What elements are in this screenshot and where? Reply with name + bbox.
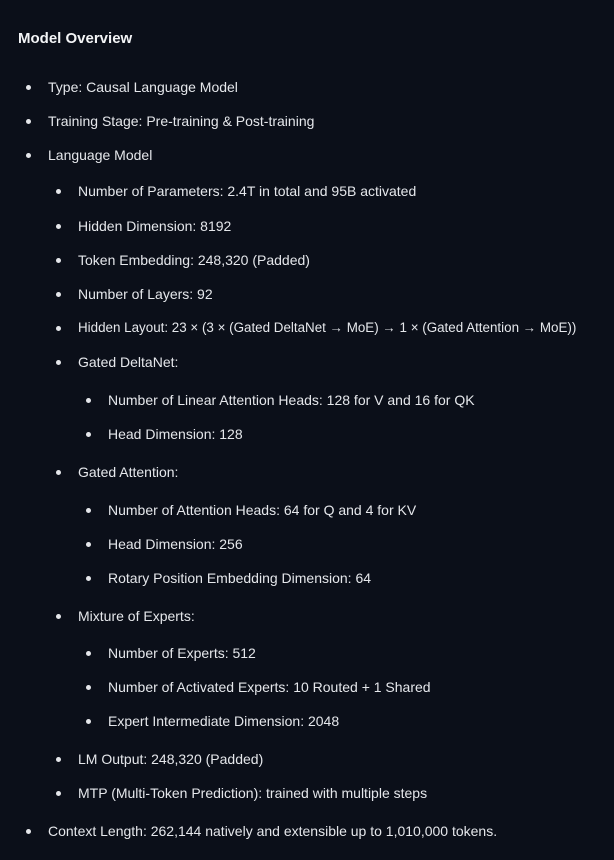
list-item-text: Head Dimension: 256: [108, 536, 243, 552]
bullet-icon: [56, 189, 61, 194]
bullet-icon: [56, 224, 61, 229]
bullet-icon: [56, 614, 61, 619]
bullet-icon: [86, 576, 91, 581]
list-item-text: Number of Attention Heads: 64 for Q and 4 for KV: [108, 502, 417, 518]
bullet-icon: [26, 153, 31, 158]
section-heading: Model Overview: [18, 30, 133, 47]
bullet-icon: [86, 432, 91, 437]
bullet-icon: [26, 829, 31, 834]
list-item-text: MTP (Multi-Token Prediction): trained with multiple steps: [78, 785, 428, 801]
bullet-icon: [86, 508, 91, 513]
bullet-icon: [56, 791, 61, 796]
list-item-text: Gated Attention:: [78, 464, 179, 480]
list-item-text: Hidden Layout: 23 × (3 × (Gated DeltaNet → MoE) → 1 × (Gated Attention → MoE)): [78, 320, 577, 335]
list-item-text: Number of Layers: 92: [78, 286, 213, 302]
bullet-icon: [86, 651, 91, 656]
list-item-text: Number of Activated Experts: 10 Routed + 1 Shared: [108, 679, 431, 695]
list-item-text: Mixture of Experts:: [78, 608, 195, 624]
list-item-text: Expert Intermediate Dimension: 2048: [108, 713, 340, 729]
bullet-icon: [26, 119, 31, 124]
bullet-icon: [56, 470, 61, 475]
bullet-icon: [86, 398, 91, 403]
list-item-text: Number of Parameters: 2.4T in total and 95B activated: [78, 183, 417, 199]
list-item-text: Number of Experts: 512: [108, 645, 256, 661]
bullet-icon: [56, 757, 61, 762]
list-item-text: Token Embedding: 248,320 (Padded): [78, 252, 310, 268]
bullet-icon: [56, 292, 61, 297]
bullet-icon: [86, 542, 91, 547]
bullet-icon: [56, 326, 61, 331]
list-item-text: Language Model: [48, 147, 153, 163]
list-item-text: Hidden Dimension: 8192: [78, 218, 232, 234]
bullet-icon: [56, 258, 61, 263]
bullet-icon: [26, 85, 31, 90]
bullet-icon: [86, 685, 91, 690]
list-item-text: Type: Causal Language Model: [48, 79, 238, 95]
list-item-text: Head Dimension: 128: [108, 426, 243, 442]
list-item-text: Number of Linear Attention Heads: 128 for V and 16 for QK: [108, 392, 475, 408]
bullet-icon: [86, 719, 91, 724]
list-item-text: Training Stage: Pre-training & Post-training: [48, 113, 315, 129]
list-item-text: Rotary Position Embedding Dimension: 64: [108, 570, 372, 586]
bullet-icon: [56, 360, 61, 365]
list-item-text: LM Output: 248,320 (Padded): [78, 751, 264, 767]
list-item-text: Context Length: 262,144 natively and extensible up to 1,010,000 tokens.: [48, 823, 498, 839]
list-item-text: Gated DeltaNet:: [78, 354, 179, 370]
